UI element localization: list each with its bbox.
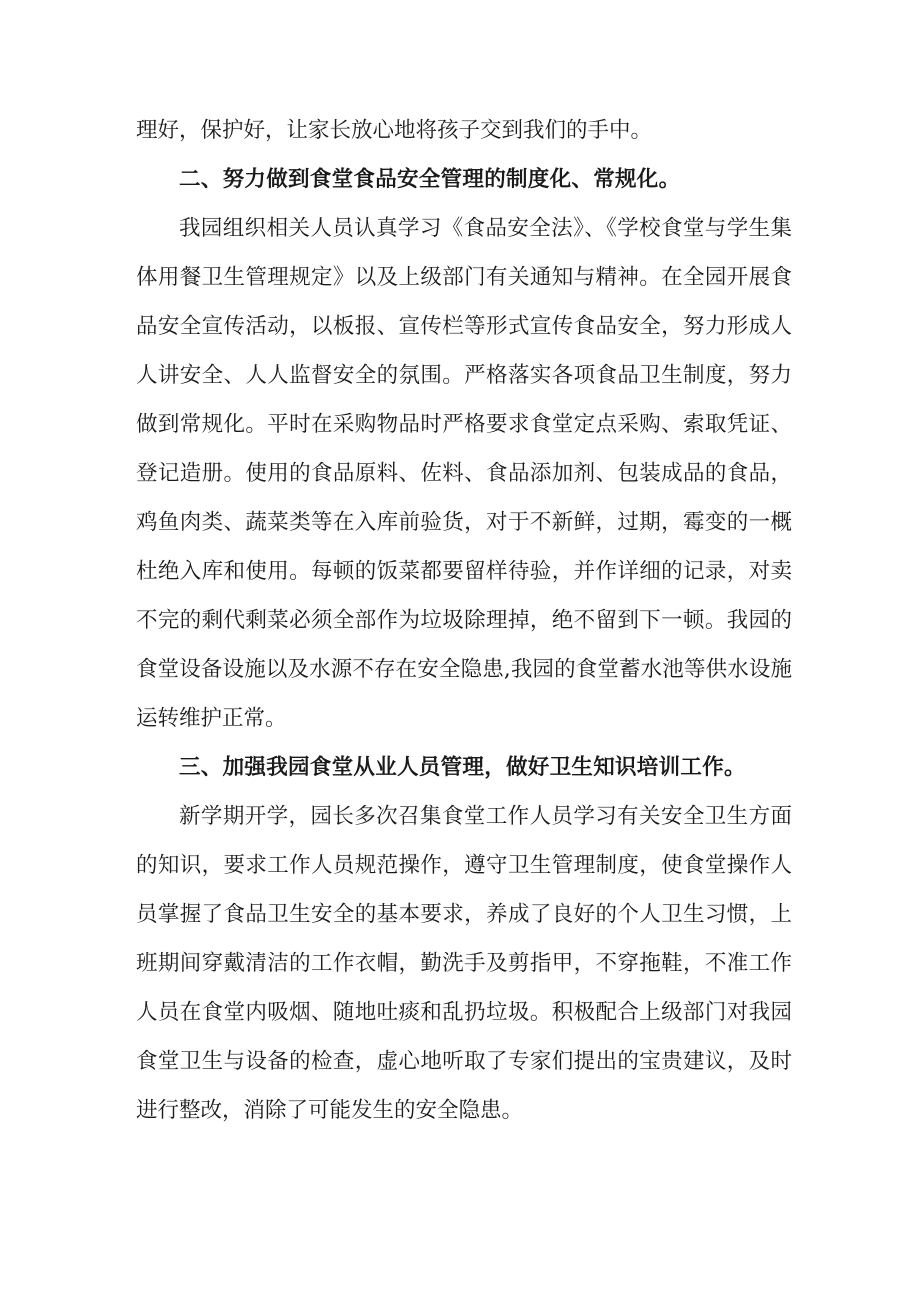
continuation-paragraph: 理好，保护好，让家长放心地将孩子交到我们的手中。 — [136, 118, 653, 143]
document-content — [136, 106, 792, 1135]
section-3-heading: 三、加强我园食堂从业人员管理，做好卫生知识培训工作。 — [179, 755, 746, 780]
section-2-heading: 二、努力做到食堂食品安全管理的制度化、常规化。 — [179, 167, 681, 192]
section-2-paragraph: 我园组织相关人员认真学习《食品安全法》、《学校食堂与学生集体用餐卫生管理规定》以及上级部门有关通知与精神。在全园开展食品安全宣传活动，以板报、宣传栏等形式宣传食品安全，努力形成人人讲安全、人人监督安全的氛围。严格落实各项食品卫生制度，努力做到常规化。平时在采购物品时严格要求食堂定点采购、索取凭证、登记造册。使用的食品原料、佐料、食品添加剂、包装成品的食品，鸡鱼肉类、蔬菜类等在入库前验货，对于不新鲜，过期，霉变的一概杜绝入库和使用。每顿的饭菜都要留样待验，并作详细的记录，对卖不完的剩代剩菜必须全部作为垃圾除理掉，绝不留到下一顿。我园的食堂设备设施以及水源不存在安全隐患,我园的食堂蓄水池等供水设施运转维护正常。 — [136, 216, 792, 731]
section-3-paragraph: 新学期开学，园长多次召集食堂工作人员学习有关安全卫生方面的知识，要求工作人员规范操作，遵守卫生管理制度，使食堂操作人员掌握了食品卫生安全的基本要求，养成了良好的个人卫生习惯，上班期间穿戴清洁的工作衣帽，勤洗手及剪指甲，不穿拖鞋，不准工作人员在食堂内吸烟、随地吐痰和乱扔垃圾。积极配合上级部门对我园食堂卫生与设备的检查，虚心地听取了专家们提出的宝贵建议，及时进行整改，消除了可能发生的安全隐患。 — [136, 804, 792, 1123]
